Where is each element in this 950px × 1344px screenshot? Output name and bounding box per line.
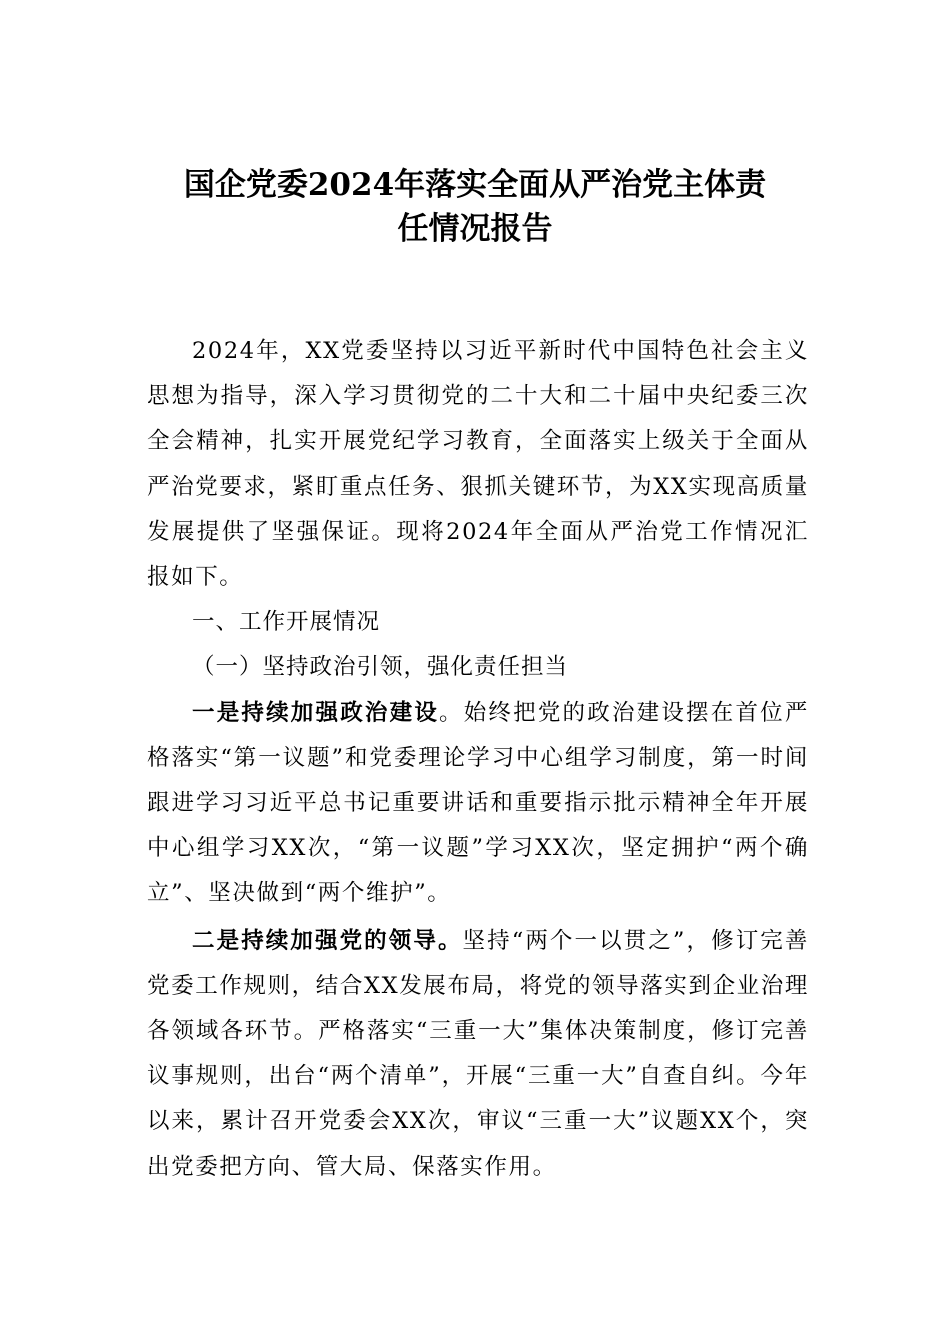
item-1-body: 。始终把党的政治建设摆在首位严格落实“第一议题”和党委理论学习中心组学习制度，第一时间跟进学习习近平总书记重要讲话和重要指示批示精神全年开展中心组学习XX次，“第一议题”学习XX次，坚定拥护“两个确立”、坚决做到“两个维护”。	[147, 699, 809, 907]
document-title-line-1: 国企党委2024年落实全面从严治党主体责	[183, 167, 767, 203]
document-title-line-2: 任情况报告	[397, 211, 553, 247]
section-heading-1: 一、工作开展情况	[192, 609, 381, 636]
document-body	[147, 329, 809, 1190]
item-1-lead: 一是持续加强政治建设	[192, 699, 440, 726]
item-2-lead: 二是持续加强党的领导。	[192, 927, 463, 954]
intro-paragraph: 2024年，XX党委坚持以习近平新时代中国特色社会主义思想为指导，深入学习贯彻党的二十大和二十届中央纪委三次全会精神，扎实开展党纪学习教育，全面落实上级关于全面从严治党要求，紧盯重点任务、狠抓关键环节，为XX实现高质量发展提供了坚强保证。现将2024年全面从严治党工作情况汇报如下。	[147, 338, 809, 591]
subsection-heading-1: （一）坚持政治引领，强化责任担当	[192, 654, 569, 681]
item-paragraph-1	[147, 691, 809, 917]
item-2-body: 坚持“两个一以贯之”，修订完善党委工作规则，结合XX发展布局，将党的领导落实到企业治理各领域各环节。严格落实“三重一大”集体决策制度，修订完善议事规则，出台“两个清单”，开展“三重一大”自查自纠。今年以来，累计召开党委会XX次，审议“三重一大”议题XX个，突出党委把方向、管大局、保落实作用。	[147, 927, 809, 1180]
item-paragraph-2	[147, 919, 809, 1190]
